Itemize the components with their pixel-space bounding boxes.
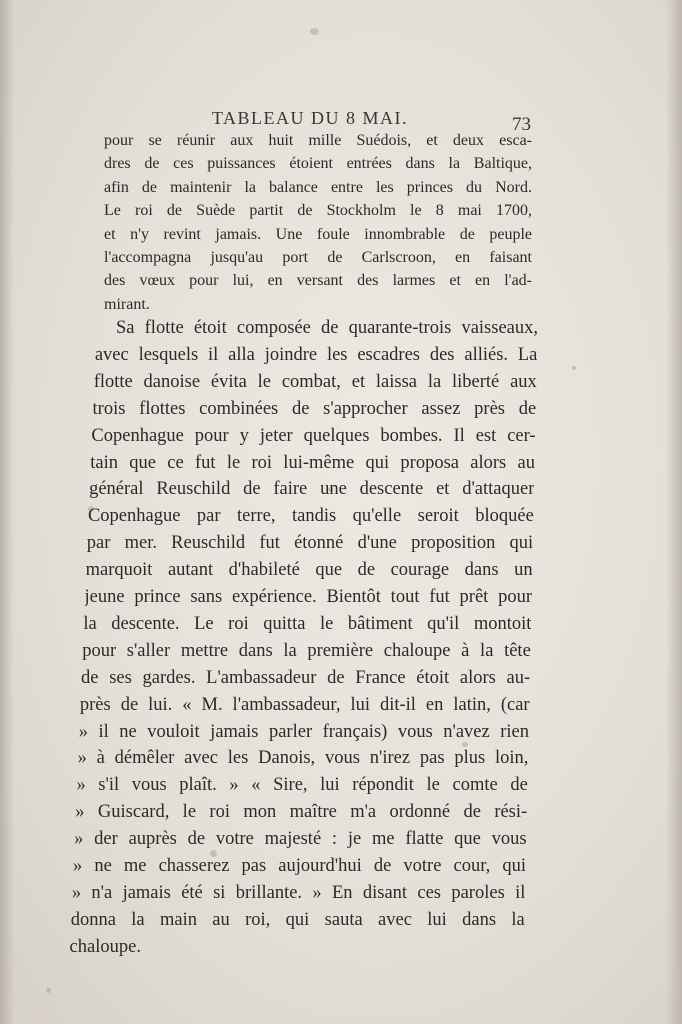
- text-line: » à démêler avec les Danois, vous n'irez pas plus loin,: [77, 748, 529, 769]
- text-line: pour s'aller mettre dans la première chaloupe à la tête: [82, 640, 531, 661]
- text-line: Copenhague pour y jeter quelques bombes. Il est cer-: [91, 425, 536, 446]
- text-line: » n'a jamais été si brillante. » En disant ces paroles il: [71, 882, 526, 903]
- text-line: pour se réunir aux huit mille Suédois, et deux esca-: [104, 132, 532, 149]
- text-line: par mer. Reuschild fut étonné d'une proposition qui: [86, 533, 534, 554]
- text-line: dres de ces puissances étoient entrées dans la Baltique,: [104, 155, 532, 173]
- text-line: de ses gardes. L'ambassadeur de France étoit alors au-: [81, 667, 531, 688]
- page-number: 73: [512, 114, 531, 135]
- text-line: la descente. Le roi quitta le bâtiment qu'il montoit: [83, 613, 532, 634]
- text-line: » ne me chasserez pas aujourd'hui de votre cour, qui: [73, 856, 526, 876]
- text-line: flotte danoise évita le combat, et laissa la liberté aux: [93, 371, 537, 392]
- text-line: Le roi de Suède partit de Stockholm le 8 mai 1700,: [104, 202, 532, 220]
- foxing-spot: [572, 366, 576, 370]
- text-line: donna la main au roi, qui sauta avec lui dans la: [70, 909, 525, 930]
- text-line: » s'il vous plaît. » « Sire, lui répondit le comte de: [76, 775, 528, 796]
- text-line: mirant.: [104, 295, 150, 313]
- text-line: Copenhague par terre, tandis qu'elle seroit bloquée: [87, 506, 534, 527]
- text-line: » Guiscard, le roi mon maître m'a ordonné de rési-: [75, 802, 528, 823]
- text-line: tain que ce fut le roi lui-même qui proposa alors au: [90, 452, 535, 473]
- text-line: des vœux pour lui, en versant des larmes et en l'ad-: [104, 272, 532, 290]
- text-line: près de lui. « M. l'ambassadeur, lui dit-il en latin, (car: [79, 694, 530, 715]
- foxing-spot: [46, 988, 51, 993]
- text-line: jeune prince sans expérience. Bientôt tout fut prêt pour: [84, 587, 532, 607]
- text-line: chaloupe.: [69, 936, 141, 957]
- text-line: l'accompagna jusqu'au port de Carlscroon, en faisant: [104, 249, 532, 266]
- text-line: marquoit autant d'habileté que de courage dans un: [85, 560, 533, 581]
- foxing-spot: [310, 28, 319, 35]
- text-line: afin de maintenir la balance entre les princes du Nord.: [104, 178, 532, 196]
- running-head: TABLEAU DU 8 MAI.: [212, 108, 409, 128]
- text-line: et n'y revint jamais. Une foule innombrable de peuple: [104, 225, 532, 243]
- text-line: général Reuschild de faire une descente et d'attaquer: [89, 479, 535, 500]
- text-line: » der auprès de votre majesté : je me flatte que vous: [74, 829, 527, 850]
- text-line: » il ne vouloit jamais parler français) vous n'avez rien: [78, 721, 529, 742]
- text-line: avec lesquels il alla joindre les escadres des alliés. La: [94, 344, 538, 365]
- text-line: trois flottes combinées de s'approcher assez près de: [92, 398, 537, 419]
- text-line: Sa flotte étoit composée de quarante-trois vaisseaux,: [116, 318, 538, 338]
